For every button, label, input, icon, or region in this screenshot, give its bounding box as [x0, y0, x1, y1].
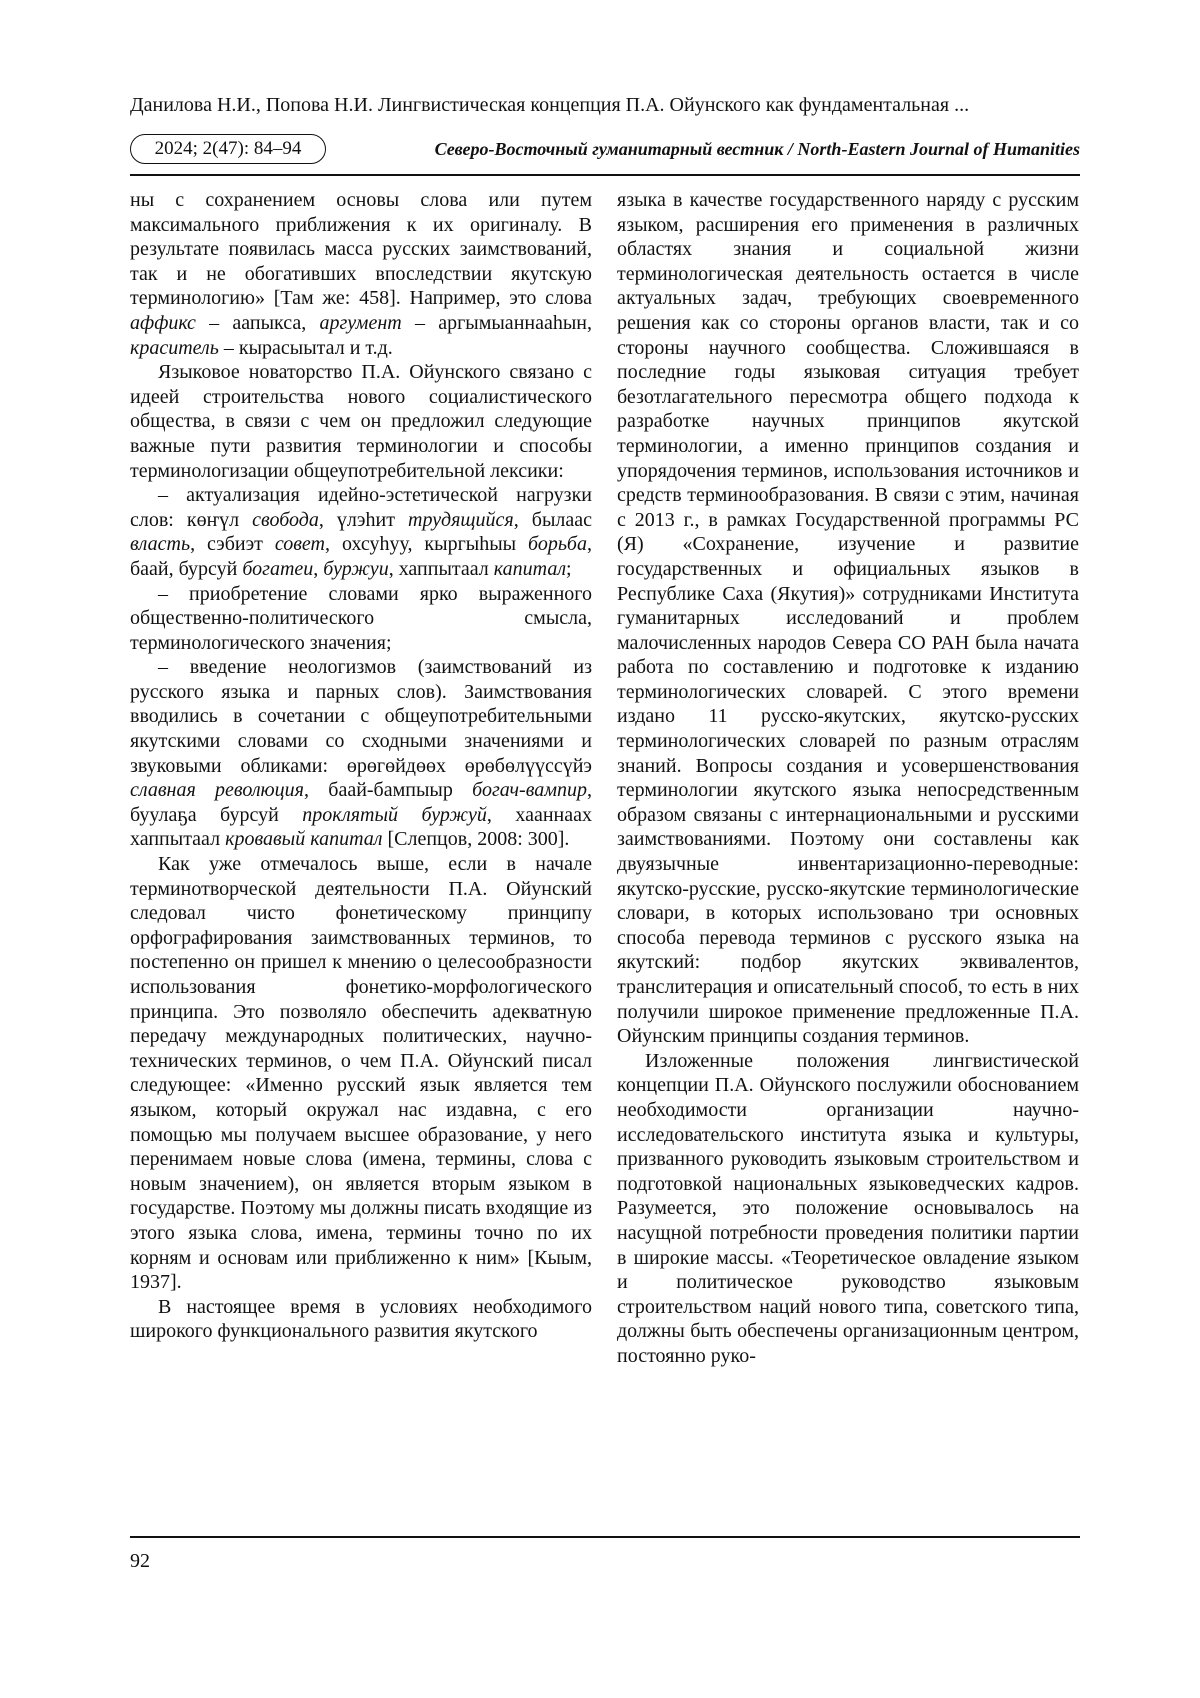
left-column [130, 188, 592, 1344]
journal-title: Северо-Восточный гуманитарный вестник / North-Eastern Journal of Humanities [434, 139, 1080, 159]
paragraph: языка в качестве государственного наряду с русским языком, расширения его применения в различных областях знания и социальной жизни терминологическая деятельность остается в числе актуальных задач, требующих своевременного решения как со стороны органов власти, так и со стороны научного сообщества. Сложившаяся в последние годы языковая ситуация требует безотлагательного пересмотра общего подхода к разработке научных принципов якутской терминологии, а именно принципов создания и упорядочения терминов, использования источников и средств терминообразования. В связи с этим, начиная с 2013 г., в рамках Государственной программы РС (Я) «Сохранение, изучение и развитие государственных и официальных языков в Республике Саха (Якутия)» сотрудниками Института гуманитарных исследований и проблем малочисленных народов Севера СО РАН была начата работа по составлению и подготовке к изданию терминологических словарей. С этого времени издано 11 русско-якутских, якутско-русских терминологических словарей по разным отраслям знаний. Вопросы создания и усовершенствования терминологии якутского языка непосредственным образом связаны с интернациональными и русскими заимствованиями. Поэтому они составлены как двуязычные инвентаризационно-переводные: якутско-русские, русско-якутские терминологические словари, в которых использовано три основных способа перевода терминов с русского языка на якутский: подбор якутских эквивалентов, транслитерация и описательный способ, то есть в них получили широкое применение предложенные П.А. Ойунским принципы создания терминов. [617, 189, 1079, 1048]
footer-divider [130, 1536, 1080, 1538]
list-item: – введение неологизмов (заимствований из русского языка и парных слов). Заимствования вводились в сочетании с общеупотребительными якутскими словами со сходными значениями и звуковыми обликами: өрөгөйдөөх өрөбөлүүссүйэ славная революция, баай-бампыыр богач-вампир, буулаҕа бурсуй проклятый буржуй, хааннаах хаппытаал кровавый капитал [Слепцов, 2008: 300]. [130, 656, 592, 851]
issue-badge: 2024; 2(47): 84–94 [130, 134, 326, 164]
issue-line [130, 134, 1080, 168]
paragraph: Языковое новаторство П.А. Ойунского связано с идеей строительства нового социалистического общества, в связи с чем он предложил следующие важные пути развития терминологии и способы терминологизации общеупотребительной лексики: [130, 361, 592, 482]
paragraph: Как уже отмечалось выше, если в начале терминотворческой деятельности П.А. Ойунский следовал чисто фонетическому принципу орфографирования заимствованных терминов, то постепенно он пришел к мнению о целесообразности использования фонетико-морфологического принципа. Это позволяло обеспечить адекватную передачу международных политических, научно-технических терминов, о чем П.А. Ойунский писал следующее: «Именно русский язык является тем языком, который окружал нас издавна, с его помощью мы получаем высшее образование, у него перенимаем новые слова (имена, термины, слова с новым значением), он является вторым языком в государстве. Поэтому мы должны писать входящие из этого языка слова, имена, термины точно по их корням и основам или приближенно к ним» [Кыым, 1937]. [130, 853, 592, 1294]
running-title: Данилова Н.И., Попова Н.И. Лингвистическая концепция П.А. Ойунского как фундаментальная ... [130, 94, 970, 116]
header-divider [130, 174, 1080, 176]
page-number: 92 [130, 1550, 150, 1572]
list-item: – актуализация идейно-эстетической нагрузки слов: көҥүл свобода, үлэһит трудящийся, былаас власть, сэбиэт совет, охсуһуу, кыргыһыы борьба, баай, бурсуй богатеи, буржуи, хаппытаал капитал; [130, 484, 592, 580]
paragraph: В настоящее время в условиях необходимого широкого функционального развития якутского [130, 1295, 592, 1343]
paragraph: Изложенные положения лингвистической концепции П.А. Ойунского послужили обоснованием необходимости организации научно-исследовательского института языка и культуры, призванного руководить языковым строительством и подготовкой национальных языковедческих кадров. Разумеется, это положение основывалось на насущной потребности проведения политики партии в широкие массы. «Теоретическое овладение языком и политическое руководство языковым строительством наций нового типа, советского типа, должны быть обеспечены организационным центром, постоянно руко- [617, 1049, 1079, 1367]
right-column [617, 188, 1079, 1369]
paragraph: ны с сохранением основы слова или путем максимального приближения к их оригиналу. В результате появилась масса русских заимствований, так и не обогативших впоследствии якутскую терминологию» [Там же: 458]. Например, это слова аффикс – аапыкса, аргумент – аргымыаннааһын, краситель – кырасыытал и т.д. [130, 189, 592, 359]
list-item: – приобретение словами ярко выраженного общественно-политического смысла, терминологического значения; [130, 582, 592, 654]
